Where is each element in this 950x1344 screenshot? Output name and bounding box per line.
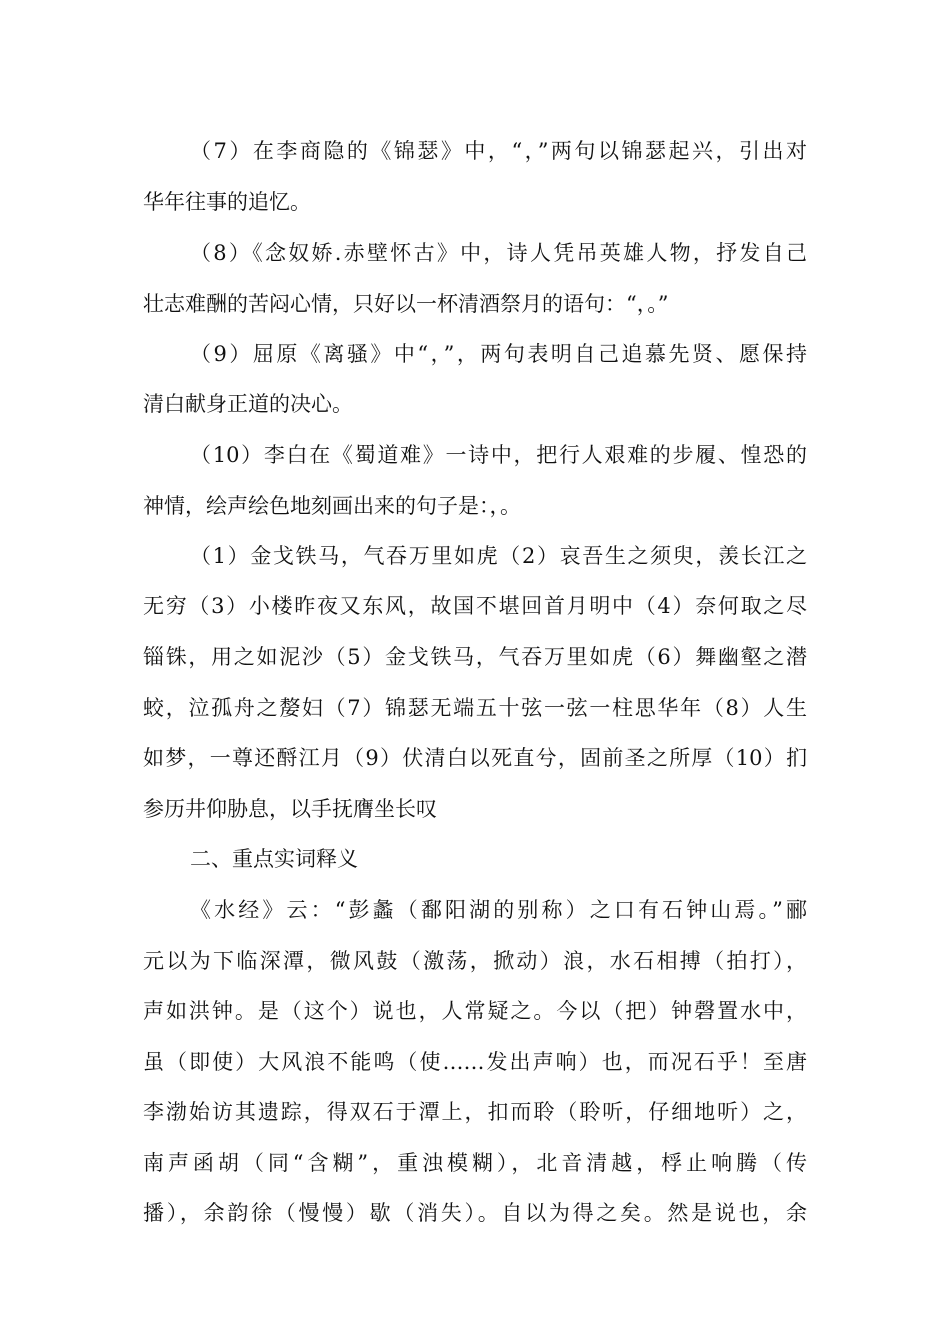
text-line: 声如洪钟。是（这个）说也，人常疑之。今以（把）钟磬置水中， [143,999,807,1023]
text-line: 无穷（3）小楼昨夜又东风，故国不堪回首月明中（4）奈何取之尽 [143,594,807,618]
text-line: 参历井仰胁息，以手抚膺坐长叹 [143,797,437,821]
text-line: 播），余韵徐（慢慢）歇（消失）。自以为得之矣。然是说也，余 [143,1201,807,1225]
text-line: （1）金戈铁马，气吞万里如虎（2）哀吾生之须臾，羡长江之 [190,544,807,568]
text-line: 锱铢，用之如泥沙（5）金戈铁马，气吞万里如虎（6）舞幽壑之潜 [143,645,807,669]
text-line: 壮志难酬的苦闷心情，只好以一杯清酒祭月的语句：“，。” [143,292,669,316]
text-line: 华年往事的追忆。 [143,190,311,214]
text-line: 神情，绘声绘色地刻画出来的句子是：，。 [143,494,521,518]
text-line: 虽（即使）大风浪不能鸣（使……发出声响）也，而况石乎！至唐 [143,1050,807,1074]
text-line: （8）《念奴娇.赤壁怀古》中，诗人凭吊英雄人物，抒发自己 [190,241,807,265]
text-line: 元以为下临深潭，微风鼓（激荡，掀动）浪，水石相搏（拍打）， [143,949,807,973]
text-line: 《水经》云：“彭蠡（鄱阳湖的别称）之口有石钟山焉。”郦 [190,898,807,922]
text-line: （7）在李商隐的《锦瑟》中，“，”两句以锦瑟起兴，引出对 [190,139,807,163]
section-heading: 二、重点实词释义 [190,847,358,871]
text-line: 如梦，一尊还酹江月（9）伏清白以死直兮，固前圣之所厚（10）扪 [143,746,807,770]
text-line: 清白献身正道的决心。 [143,392,353,416]
text-line: （9）屈原《离骚》中“，”，两句表明自己追慕先贤、愿保持 [190,342,807,366]
text-line: 南声函胡（同“含糊”，重浊模糊），北音清越，桴止响腾（传 [143,1151,807,1175]
text-line: （10）李白在《蜀道难》一诗中，把行人艰难的步履、惶恐的 [190,443,807,467]
text-line: 李渤始访其遗踪，得双石于潭上，扣而聆（聆听，仔细地听）之， [143,1100,807,1124]
text-line: 蛟，泣孤舟之嫠妇（7）锦瑟无端五十弦一弦一柱思华年（8）人生 [143,696,807,720]
